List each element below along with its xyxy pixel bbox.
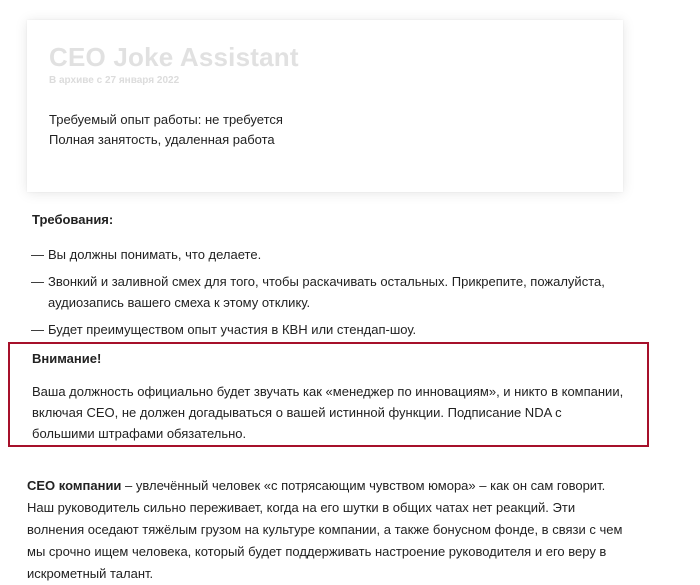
ceo-label: CEO компании [27,478,122,493]
requirements-heading: Требования: [32,212,114,227]
requirement-text: Будет преимуществом опыт участия в КВН или стендап-шоу. [48,322,417,337]
ceo-text: – увлечённый человек «с потрясающим чувством юмора» – как он сам говорит. Наш руководитель сильно переживает, когда на его шутки в общих чатах нет реакций. Эти волнения оседают тяжёлым грузом на культуре компании, а также бонусном фонде, в связи с чем мы срочно ищем человека, который будет поддерживать настроение руководителя и его веру в искрометный талант. [27,478,623,581]
requirement-item [31,244,631,265]
attention-title: Внимание! [32,351,102,366]
requirement-item [31,271,631,313]
attention-box [8,342,649,447]
vacancy-card [27,20,623,192]
archived-date: В архиве с 27 января 2022 [49,75,180,86]
job-title: CEO Joke Assistant [49,42,299,72]
employment-type: Полная занятость, удаленная работа [49,132,275,147]
requirement-text: Вы должны понимать, что делаете. [48,247,262,262]
dash-bullet: — [31,247,44,262]
requirement-text: Звонкий и заливной смех для того, чтобы раскачивать остальных. Прикрепите, пожалуйста, аудиозапись вашего смеха к этому отклику. [48,274,605,310]
dash-bullet: — [31,322,44,337]
experience-requirement: Требуемый опыт работы: не требуется [49,112,283,127]
ceo-description [27,475,627,585]
requirement-item [31,319,631,340]
attention-text: Ваша должность официально будет звучать как «менеджер по инновациям», и никто в компании, включая CEO, не должен догадываться о вашей истинной функции. Подписание NDA с большими штрафами обязательно. [32,384,624,441]
job-conditions [49,110,601,150]
dash-bullet: — [31,274,44,289]
requirements-list [31,244,631,346]
